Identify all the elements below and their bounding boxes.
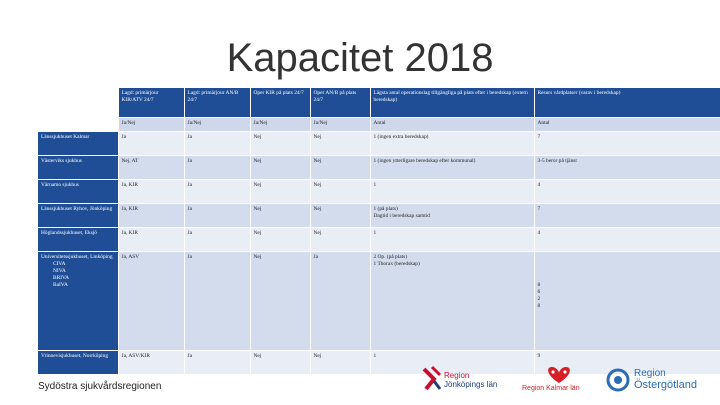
table-row bbox=[38, 228, 720, 252]
table-cell: 7 bbox=[534, 132, 720, 156]
table-cell: Nej bbox=[310, 204, 370, 228]
table-cell: 3-5 beror på tjänst bbox=[534, 156, 720, 180]
hospital-name bbox=[38, 252, 118, 351]
table-cell: Ja bbox=[184, 156, 250, 180]
table-cell: 4 bbox=[534, 180, 720, 204]
table-cell: Nej bbox=[250, 228, 310, 252]
table-cell: Ja, KIR bbox=[118, 228, 184, 252]
table-cell: Ja, ASV/KIR bbox=[118, 351, 184, 375]
table-cell bbox=[370, 204, 534, 228]
table-cell: 7 bbox=[534, 204, 720, 228]
logo-region-jonkoping bbox=[420, 365, 500, 395]
table-cell: Nej bbox=[250, 252, 310, 351]
subheader-row bbox=[38, 118, 720, 132]
jonkoping-logo-line1: Region bbox=[444, 371, 470, 380]
table-cell bbox=[370, 252, 534, 351]
hospital-name: Höglandssjukhuset, Eksjö bbox=[38, 228, 118, 252]
iva-unit: BRIVA bbox=[53, 275, 70, 281]
table-cell: Nej bbox=[250, 156, 310, 180]
table-cell: 4 bbox=[534, 228, 720, 252]
header-cell: Oper AN/B på plats 24/7 bbox=[310, 88, 370, 118]
header-cell: Oper KIR på plats 24/7 bbox=[250, 88, 310, 118]
subheader-cell: Ja/Nej bbox=[118, 118, 184, 132]
table-cell: Ja bbox=[184, 351, 250, 375]
header-cell: Lägsta antal operationslag tillgängliga på plats efter i beredskap (extern beredskap) bbox=[370, 88, 534, 118]
table-cell: Ja bbox=[184, 228, 250, 252]
kalmar-logo-text: Region Kalmar län bbox=[522, 385, 580, 392]
cell-line: 1 Thorax (beredskap) bbox=[373, 261, 420, 267]
table-cell: Nej bbox=[250, 180, 310, 204]
table-row bbox=[38, 156, 720, 180]
hospital-name-text: Universitetssjukhuset, Linköping bbox=[41, 254, 113, 260]
header-cell: Resurs vårdplatser (varav i beredskap) bbox=[534, 88, 720, 118]
table-cell: 9 bbox=[534, 351, 720, 375]
table-row bbox=[38, 132, 720, 156]
table-row bbox=[38, 180, 720, 204]
table-cell: Ja bbox=[184, 180, 250, 204]
table-cell: Nej bbox=[310, 156, 370, 180]
cell-line: Dagtid i beredskap samtid bbox=[373, 213, 430, 219]
table-cell: 1 (ingen extra beredskap) bbox=[370, 132, 534, 156]
table-cell: 1 bbox=[370, 351, 534, 375]
table-cell: Nej bbox=[250, 351, 310, 375]
iva-unit: NIVA bbox=[53, 268, 66, 274]
logo-region-kalmar bbox=[518, 365, 602, 395]
subheader-cell: Antal bbox=[370, 118, 534, 132]
table-cell: Ja bbox=[310, 252, 370, 351]
header-cell: Lagd: primärjour KIR/ATV 24/7 bbox=[118, 88, 184, 118]
capacity-table bbox=[38, 88, 720, 375]
hospital-name: Värnamo sjukhus bbox=[38, 180, 118, 204]
table-cell: Ja, KIR bbox=[118, 204, 184, 228]
table-cell: Nej, AT bbox=[118, 156, 184, 180]
hospital-name: Länssjukhuset Ryhov, Jönköping bbox=[38, 204, 118, 228]
subheader-cell: Ja/Nej bbox=[250, 118, 310, 132]
table-cell: Ja bbox=[184, 252, 250, 351]
table-cell: Ja bbox=[118, 132, 184, 156]
ostergotland-logo-line2: Östergötland bbox=[634, 379, 697, 391]
hospital-name: Vrinnevisjukhuset, Norrköping bbox=[38, 351, 118, 375]
subheader-cell: Antal bbox=[534, 118, 720, 132]
hospital-name: Västerviks sjukhus bbox=[38, 156, 118, 180]
iva-value: 8 bbox=[537, 282, 541, 288]
iva-unit: CIVA bbox=[53, 261, 66, 267]
table-cell: 1 bbox=[370, 228, 534, 252]
header-corner bbox=[38, 88, 118, 118]
iva-unit: BaIVA bbox=[53, 282, 68, 288]
table-cell: Ja bbox=[184, 204, 250, 228]
table-cell: Nej bbox=[310, 132, 370, 156]
footer-text: Sydöstra sjukvårdsregionen bbox=[38, 381, 162, 392]
table-cell: Nej bbox=[310, 228, 370, 252]
table-row bbox=[38, 204, 720, 228]
iva-value: 2 bbox=[537, 296, 541, 302]
iva-value: 8 bbox=[537, 303, 541, 309]
iva-value: 6 bbox=[537, 289, 541, 295]
ostergotland-logo-line1: Region bbox=[634, 368, 666, 379]
table-cell: Nej bbox=[250, 204, 310, 228]
logo-region-ostergotland bbox=[606, 365, 716, 395]
subheader-corner bbox=[38, 118, 118, 132]
cell-line: 1 (på plats) bbox=[373, 206, 398, 212]
hospital-name: Länssjukhuset Kalmar bbox=[38, 132, 118, 156]
slide-title: Kapacitet 2018 bbox=[226, 36, 494, 80]
table-cell: Nej bbox=[310, 351, 370, 375]
cell-line: 2 Op. (på plats) bbox=[373, 254, 408, 260]
header-cell: Lagd: primärjour AN/B 24/7 bbox=[184, 88, 250, 118]
jonkoping-logo-line2: Jönköpings län bbox=[444, 380, 498, 389]
subheader-cell: Ja/Nej bbox=[184, 118, 250, 132]
table-row bbox=[38, 252, 720, 351]
table-cell: Ja bbox=[184, 132, 250, 156]
subheader-cell: Ja/Nej bbox=[310, 118, 370, 132]
jonkoping-logo-icon bbox=[420, 365, 442, 393]
header-row bbox=[38, 88, 720, 118]
table-cell: Nej bbox=[250, 132, 310, 156]
table-cell: Ja, KIR bbox=[118, 180, 184, 204]
kalmar-logo-icon bbox=[542, 365, 576, 385]
table-cell: Nej bbox=[310, 180, 370, 204]
table-cell: Ja, ASV bbox=[118, 252, 184, 351]
table-cell: 1 (ingen ytterligare beredskap efter kommunal) bbox=[370, 156, 534, 180]
table-cell bbox=[534, 252, 720, 351]
table-cell: 1 bbox=[370, 180, 534, 204]
ostergotland-logo-icon bbox=[606, 367, 630, 393]
